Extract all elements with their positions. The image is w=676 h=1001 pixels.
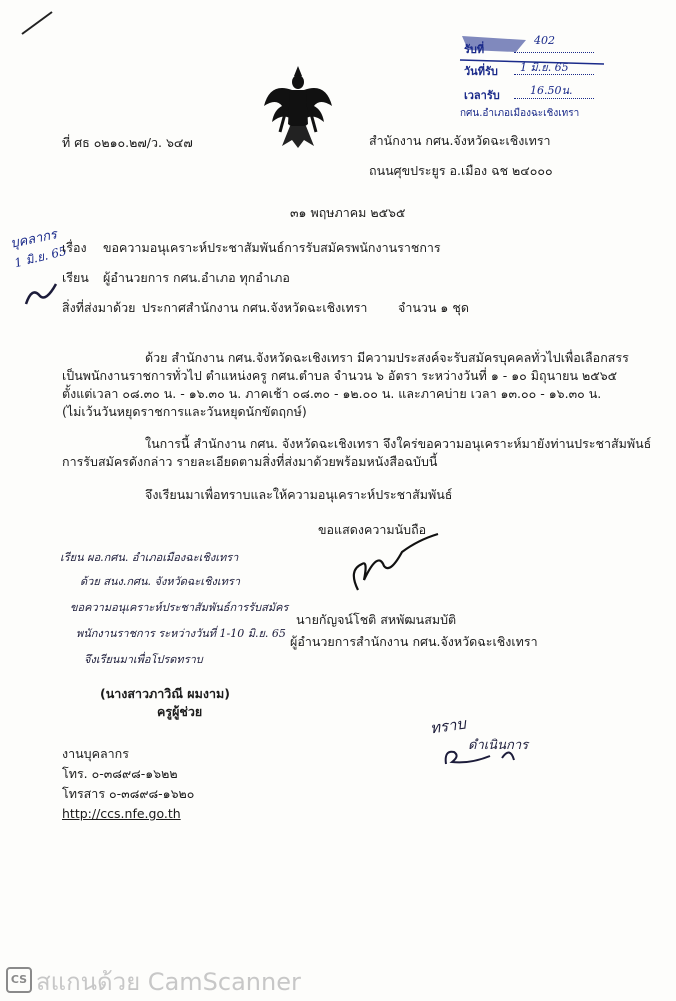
body-paragraph-1-line-1: ด้วย สำนักงาน กศน.จังหวัดฉะเชิงเทรา มีความประสงค์จะรับสมัครบุคคลทั่วไปเพื่อเลือกสรร bbox=[145, 350, 629, 365]
stamp-office: กศน.อำเภอเมืองฉะเชิงเทรา bbox=[460, 108, 580, 119]
signer-name: นายกัญจน์โชติ สหพัฒนสมบัติ bbox=[296, 612, 457, 627]
stamp-date-value: 1 มิ.ย. 65 bbox=[520, 61, 569, 74]
body-paragraph-1-line-3: ตั้งแต่เวลา ๐๘.๓๐ น. - ๑๖.๓๐ น. ภาคเช้า ๐๘.๓๐ - ๑๒.๐๐ น. และภาคบ่าย เวลา ๑๓.๐๐ - ๑๖.๓๐ น. bbox=[62, 386, 602, 401]
body-paragraph-1-line-2: เป็นพนักงานราชการทั่วไป ตำแหน่งครู กศน.ตำบล จำนวน ๖ อัตรา ระหว่างวันที่ ๑ - ๑๐ มิถุนายน ๒๕๖๕ bbox=[62, 368, 618, 383]
document-number: ที่ ศธ ๐๒๑๐.๒๗/ว. ๖๔๗ bbox=[62, 135, 193, 150]
subject-label: เรื่อง bbox=[62, 240, 87, 255]
body-paragraph-2-line-2: การรับสมัครดังกล่าว รายละเอียดตามสิ่งที่ส่งมาด้วยพร้อมหนังสือฉบับนี้ bbox=[62, 454, 438, 469]
assistant-name: (นางสาวภาวิณี ผมงาม) bbox=[100, 686, 230, 701]
garuda-emblem-icon bbox=[262, 62, 334, 150]
document-date: ๓๑ พฤษภาคม ๒๕๖๕ bbox=[290, 205, 406, 220]
stamp-number-label: รับที่ bbox=[464, 43, 485, 56]
side-note-date: 1 มิ.ย. 65 bbox=[12, 243, 68, 271]
body-paragraph-1-line-4: (ไม่เว้นวันหยุดราชการและวันหยุดนักขัตฤกษ์) bbox=[62, 404, 307, 419]
approval-signature bbox=[440, 738, 530, 772]
footer-department: งานบุคลากร bbox=[62, 746, 129, 761]
handwritten-note-line-1: เรียน ผอ.กศน. อำเภอเมืองฉะเชิงเทรา bbox=[60, 551, 239, 564]
enclosure-quantity: จำนวน ๑ ชุด bbox=[398, 300, 469, 315]
side-initial-scribble bbox=[22, 280, 60, 310]
handwritten-note-line-4: พนักงานราชการ ระหว่างวันที่ 1-10 มิ.ย. 65 bbox=[76, 627, 286, 640]
enclosure-text: ประกาศสำนักงาน กศน.จังหวัดฉะเชิงเทรา bbox=[142, 300, 368, 315]
stamp-time-value: 16.50น. bbox=[530, 84, 573, 97]
recipient-text: ผู้อำนวยการ กศน.อำเภอ ทุกอำเภอ bbox=[103, 270, 290, 285]
approval-note-1: ทราบ bbox=[428, 714, 467, 738]
body-paragraph-2-line-1: ในการนี้ สำนักงาน กศน. จังหวัดฉะเชิงเทรา จึงใคร่ขอความอนุเคราะห์มายังท่านประชาสัมพันธ์ bbox=[145, 436, 652, 451]
assistant-title: ครูผู้ช่วย bbox=[157, 704, 203, 719]
body-paragraph-3: จึงเรียนมาเพื่อทราบและให้ความอนุเคราะห์ประชาสัมพันธ์ bbox=[145, 487, 453, 502]
director-signature bbox=[338, 530, 448, 600]
stamp-number-value: 402 bbox=[534, 34, 555, 47]
handwritten-note-line-2: ด้วย สนง.กศน. จังหวัดฉะเชิงเทรา bbox=[80, 575, 240, 588]
camscanner-watermark: สแกนด้วย CamScanner bbox=[36, 968, 301, 996]
approval-note-2: ดำเนินการ bbox=[468, 738, 529, 753]
footer-fax: โทรสาร ๐-๓๘๙๘-๑๖๒๐ bbox=[62, 786, 195, 801]
stamp-date-label: วันที่รับ bbox=[464, 65, 498, 78]
sender-address: ถนนศุขประยูร อ.เมือง ฉช ๒๔๐๐๐ bbox=[369, 163, 553, 178]
enclosure-label: สิ่งที่ส่งมาด้วย bbox=[62, 300, 136, 315]
receiving-stamp bbox=[456, 30, 608, 120]
closing-regards: ขอแสดงความนับถือ bbox=[318, 522, 427, 537]
camscanner-logo-icon: CS bbox=[6, 967, 32, 993]
handwritten-note-line-5: จึงเรียนมาเพื่อโปรดทราบ bbox=[84, 653, 203, 666]
stamp-time-label: เวลารับ bbox=[464, 89, 500, 102]
side-note-personnel: บุคลากร bbox=[9, 227, 59, 252]
recipient-label: เรียน bbox=[62, 270, 89, 285]
footer-telephone: โทร. ๐-๓๘๙๘-๑๖๒๒ bbox=[62, 766, 178, 781]
handwritten-note-line-3: ขอความอนุเคราะห์ประชาสัมพันธ์การรับสมัคร bbox=[70, 601, 289, 614]
signer-title: ผู้อำนวยการสำนักงาน กศน.จังหวัดฉะเชิงเทรา bbox=[290, 634, 538, 649]
subject-text: ขอความอนุเคราะห์ประชาสัมพันธ์การรับสมัครพนักงานราชการ bbox=[103, 240, 441, 255]
sender-organization: สำนักงาน กศน.จังหวัดฉะเชิงเทรา bbox=[369, 133, 551, 148]
footer-website-link[interactable]: http://ccs.nfe.go.th bbox=[62, 806, 181, 821]
pen-stroke-mark bbox=[18, 8, 58, 38]
